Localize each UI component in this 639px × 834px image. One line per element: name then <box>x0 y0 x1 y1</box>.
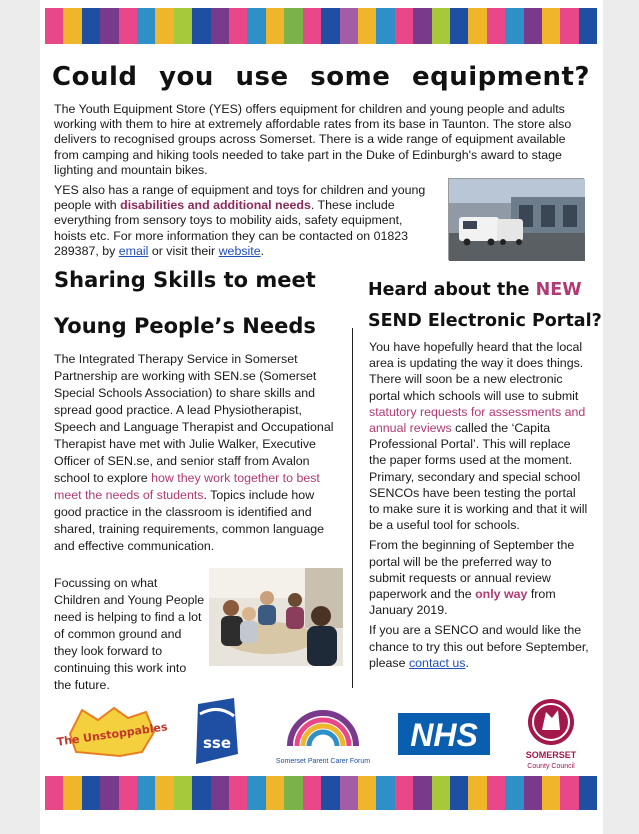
stripe-segment <box>284 776 302 810</box>
stripe-segment <box>542 8 560 44</box>
stripe-segment <box>450 776 468 810</box>
stripe-segment <box>211 776 229 810</box>
stripe-segment <box>413 776 431 810</box>
stripe-segment <box>45 776 63 810</box>
stripe-segment <box>376 776 394 810</box>
yes-additional-needs-paragraph: YES also has a range of equipment and toys for children and young people with disabilities and additional needs. These include everything from sensory toys to mobility aids, safety equipment, hoists etc. For more information they can be contacted on 01823 289387, by email or visit their website. <box>54 183 426 258</box>
portal-heading-line1: Heard about the NEW <box>368 280 582 300</box>
stripe-segment <box>100 8 118 44</box>
sharing-skills-heading-line2: Young People’s Needs <box>54 314 316 338</box>
parent-carer-forum-logo <box>268 702 378 768</box>
nhs-logo <box>398 713 490 755</box>
stripe-segment <box>505 8 523 44</box>
stripe-segment <box>542 776 560 810</box>
stripe-segment <box>395 8 413 44</box>
stripe-segment <box>321 776 339 810</box>
headline-equipment: Could you use some equipment? <box>52 62 590 92</box>
stripe-segment <box>266 776 284 810</box>
portal-paragraph-3: If you are a SENCO and would like the chance to try this out before September, please contact us. <box>369 623 589 670</box>
stripe-segment <box>247 776 265 810</box>
parent-carer-forum-text: Somerset Parent Carer Forum <box>275 758 371 765</box>
disabilities-highlight: disabilities and additional needs <box>120 198 311 213</box>
stripe-segment <box>579 776 597 810</box>
county-council-text: County Council <box>527 763 575 770</box>
stripe-segment <box>560 8 578 44</box>
stripe-segment <box>395 776 413 810</box>
stripe-segment <box>63 8 81 44</box>
stripe-segment <box>155 776 173 810</box>
stripe-segment <box>524 776 542 810</box>
stripe-segment <box>284 8 302 44</box>
only-way-highlight: only way <box>475 587 528 602</box>
stripe-segment <box>119 8 137 44</box>
stripe-segment <box>266 8 284 44</box>
yes-intro-paragraph: The Youth Equipment Store (YES) offers equipment for children and young people and adults working with them to hire at extremely affordable rates from its base in Taunton. The store also delivers to recognised groups across Somerset. There is a wide range of equipment available from camping and hiking tools needed to take part in the Duke of Edinburgh's award to stage lighting and mountain bikes. <box>54 102 572 177</box>
stripe-segment <box>303 8 321 44</box>
stripe-segment <box>229 776 247 810</box>
stripe-segment <box>82 8 100 44</box>
column-divider <box>352 328 353 688</box>
sharing-skills-heading-line1: Sharing Skills to meet <box>54 268 316 292</box>
stripe-segment <box>63 776 81 810</box>
unstoppables-logo <box>55 704 169 760</box>
stripe-segment <box>247 8 265 44</box>
portal-paragraph-1: You have hopefully heard that the local area is updating the way it does things. There will soon be a new electronic portal which schools will use to submit statutory requests for assessments and annual reviews called the ‘Capita Professional Portal’. This will replace the paper forms used at the moment. Primary, secondary and special school SENCOs have been testing the portal to make sure it is working and that it will be a useful tool for schools. <box>369 340 588 533</box>
stripe-segment <box>432 8 450 44</box>
top-color-stripe <box>45 8 597 44</box>
contact-us-link[interactable]: contact us <box>408 655 466 670</box>
sse-logo-text: sse <box>202 734 232 752</box>
sse-logo <box>188 698 244 766</box>
stripe-segment <box>524 8 542 44</box>
portal-paragraph-2: From the beginning of September the portal will be the preferred way to submit requests or annual review paperwork and the only way from January 2019. <box>369 538 575 618</box>
website-link[interactable]: website <box>218 243 261 258</box>
yes-store-photo <box>448 178 584 260</box>
stripe-segment <box>487 8 505 44</box>
email-link[interactable]: email <box>118 243 149 258</box>
stripe-segment <box>487 776 505 810</box>
stripe-segment <box>376 8 394 44</box>
stripe-segment <box>413 8 431 44</box>
stripe-segment <box>450 8 468 44</box>
new-word: NEW <box>535 280 582 300</box>
stripe-segment <box>155 8 173 44</box>
sharing-skills-body: The Integrated Therapy Service in Somerset Partnership are working with SEN.se (Somerset Special Schools Association) to share skills and spread good practice. A lead Physiotherapist, Speech and Language Therapist and Occupational Therapist have met with Julie Walker, Executive Officer of SEN.se, and senior staff from Avalon school to explore how they work together to best meet the needs of students. Topics include how good practice in the classroom is identified and shared, training requirements, common language and effective communication. <box>54 352 334 553</box>
stripe-segment <box>174 8 192 44</box>
portal-body <box>369 339 589 675</box>
stripe-segment <box>229 8 247 44</box>
stripe-segment <box>579 8 597 44</box>
somerset-county-council-logo <box>516 696 586 772</box>
stripe-segment <box>358 8 376 44</box>
sharing-skills-conclusion: Focussing on what Children and Young People need is helping to find a lot of common ground and they look forward to continuing this work into the future. <box>54 576 205 692</box>
stripe-segment <box>468 776 486 810</box>
stripe-segment <box>137 8 155 44</box>
somerset-text: SOMERSET <box>525 750 577 760</box>
work-together-highlight: how they work together to best meet the needs of students <box>54 471 320 502</box>
stripe-segment <box>340 776 358 810</box>
stripe-segment <box>505 776 523 810</box>
meeting-group-photo <box>209 568 343 666</box>
stripe-segment <box>100 776 118 810</box>
stripe-segment <box>211 8 229 44</box>
stripe-segment <box>82 776 100 810</box>
bottom-color-stripe <box>45 776 597 810</box>
stripe-segment <box>303 776 321 810</box>
stripe-segment <box>321 8 339 44</box>
stripe-segment <box>560 776 578 810</box>
stripe-segment <box>468 8 486 44</box>
stripe-segment <box>119 776 137 810</box>
stripe-segment <box>358 776 376 810</box>
stripe-segment <box>137 776 155 810</box>
stripe-segment <box>432 776 450 810</box>
stripe-segment <box>45 8 63 44</box>
unstoppables-logo-text: The Unstoppables <box>55 720 169 749</box>
portal-heading-line2: SEND Electronic Portal? <box>368 311 602 331</box>
stripe-segment <box>340 8 358 44</box>
nhs-logo-text: NHS <box>410 717 478 753</box>
statutory-requests-highlight: statutory requests for assessments and annual reviews <box>369 404 586 436</box>
stripe-segment <box>174 776 192 810</box>
stripe-segment <box>192 8 210 44</box>
stripe-segment <box>192 776 210 810</box>
